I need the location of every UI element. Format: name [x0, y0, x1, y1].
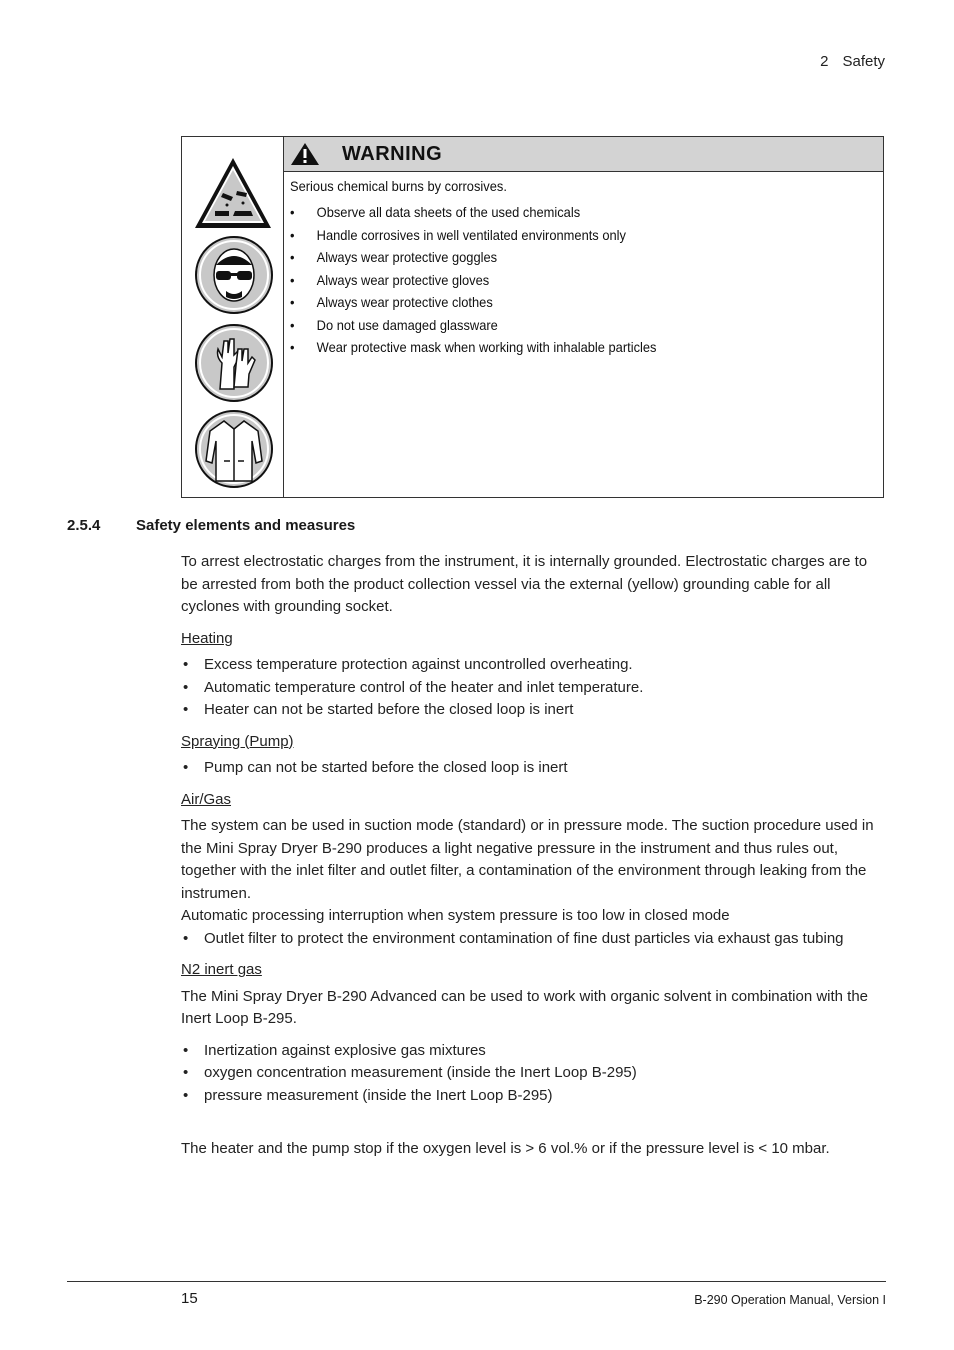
exclamation-triangle-icon [290, 142, 320, 166]
list-item: • oxygen concentration measurement (inside the Inert Loop B-295) [181, 1062, 887, 1085]
chapter-number: 2 [820, 53, 829, 70]
warning-list-item: • Always wear protective clothes [290, 292, 830, 315]
corrosive-warning-icon [193, 155, 273, 231]
section-title: Safety elements and measures [136, 517, 356, 534]
warning-list-item: • Handle corrosives in well ventilated environments only [290, 225, 830, 248]
gloves-mandatory-icon [194, 323, 274, 403]
warning-content [284, 137, 883, 497]
warning-box [181, 136, 884, 498]
warning-list [290, 202, 877, 360]
airgas-paragraph-2: Automatic processing interruption when system pressure is too low in closed mode [181, 907, 730, 924]
document-title: B-290 Operation Manual, Version I [694, 1293, 886, 1307]
warning-list-item: • Always wear protective goggles [290, 247, 830, 270]
spraying-list [181, 757, 887, 780]
page-number: 15 [181, 1290, 198, 1307]
intro-paragraph: To arrest electrostatic charges from the instrument, it is internally grounded. Electrostatic charges are to be arrested from both the product collection vessel via the external (yellow) grounding cable for all cyclones with grounding socket. [181, 553, 868, 615]
airgas-paragraph: The system can be used in suction mode (standard) or in pressure mode. The suction procedure used in the Mini Spray Dryer B-290 produces a light negative pressure in the instrument and thus rules out, together with the inlet filter and outlet filter, a contamination of the environment through leaking from the instrumen. [181, 817, 874, 902]
heating-list [181, 654, 887, 722]
list-item: • Pump can not be started before the closed loop is inert [181, 757, 887, 780]
footer-rule [67, 1281, 886, 1282]
airgas-heading: Air/Gas [181, 790, 232, 808]
warning-body [284, 172, 883, 364]
n2-heading: N2 inert gas [181, 961, 262, 978]
warning-icons-column [182, 137, 284, 497]
list-item: • Automatic temperature control of the heater and inlet temperature. [181, 677, 887, 700]
warning-intro: Serious chemical burns by corrosives. [290, 178, 507, 194]
closing-paragraph: The heater and the pump stop if the oxygen level is > 6 vol.% or if the pressure level is < 10 mbar. [181, 1140, 830, 1157]
list-item: • pressure measurement (inside the Inert Loop B-295) [181, 1085, 887, 1108]
warning-title: WARNING [342, 142, 443, 165]
warning-list-item: • Always wear protective gloves [290, 270, 830, 293]
heating-heading: Heating [181, 629, 233, 647]
section-content [181, 551, 887, 1161]
list-item: • Excess temperature protection against uncontrolled overheating. [181, 654, 887, 677]
list-item: • Heater can not be started before the closed loop is inert [181, 699, 887, 722]
goggles-mandatory-icon [194, 235, 274, 315]
warning-list-item: • Do not use damaged glassware [290, 315, 830, 338]
running-header [820, 53, 885, 70]
warning-list-item: • Observe all data sheets of the used chemicals [290, 202, 830, 225]
spraying-heading: Spraying (Pump) [181, 732, 294, 750]
airgas-list [181, 928, 887, 951]
section-number: 2.5.4 [67, 517, 101, 534]
warning-list-item: • Wear protective mask when working with inhalable particles [290, 337, 830, 360]
protective-clothing-icon [194, 409, 274, 489]
warning-header [284, 137, 883, 172]
list-item: • Outlet filter to protect the environment contamination of fine dust particles via exhaust gas tubing [181, 928, 887, 951]
chapter-title: Safety [842, 53, 885, 70]
list-item: • Inertization against explosive gas mixtures [181, 1040, 887, 1063]
n2-paragraph: The Mini Spray Dryer B-290 Advanced can be used to work with organic solvent in combination with the Inert Loop B-295. [181, 987, 869, 1027]
n2-list [181, 1040, 887, 1108]
